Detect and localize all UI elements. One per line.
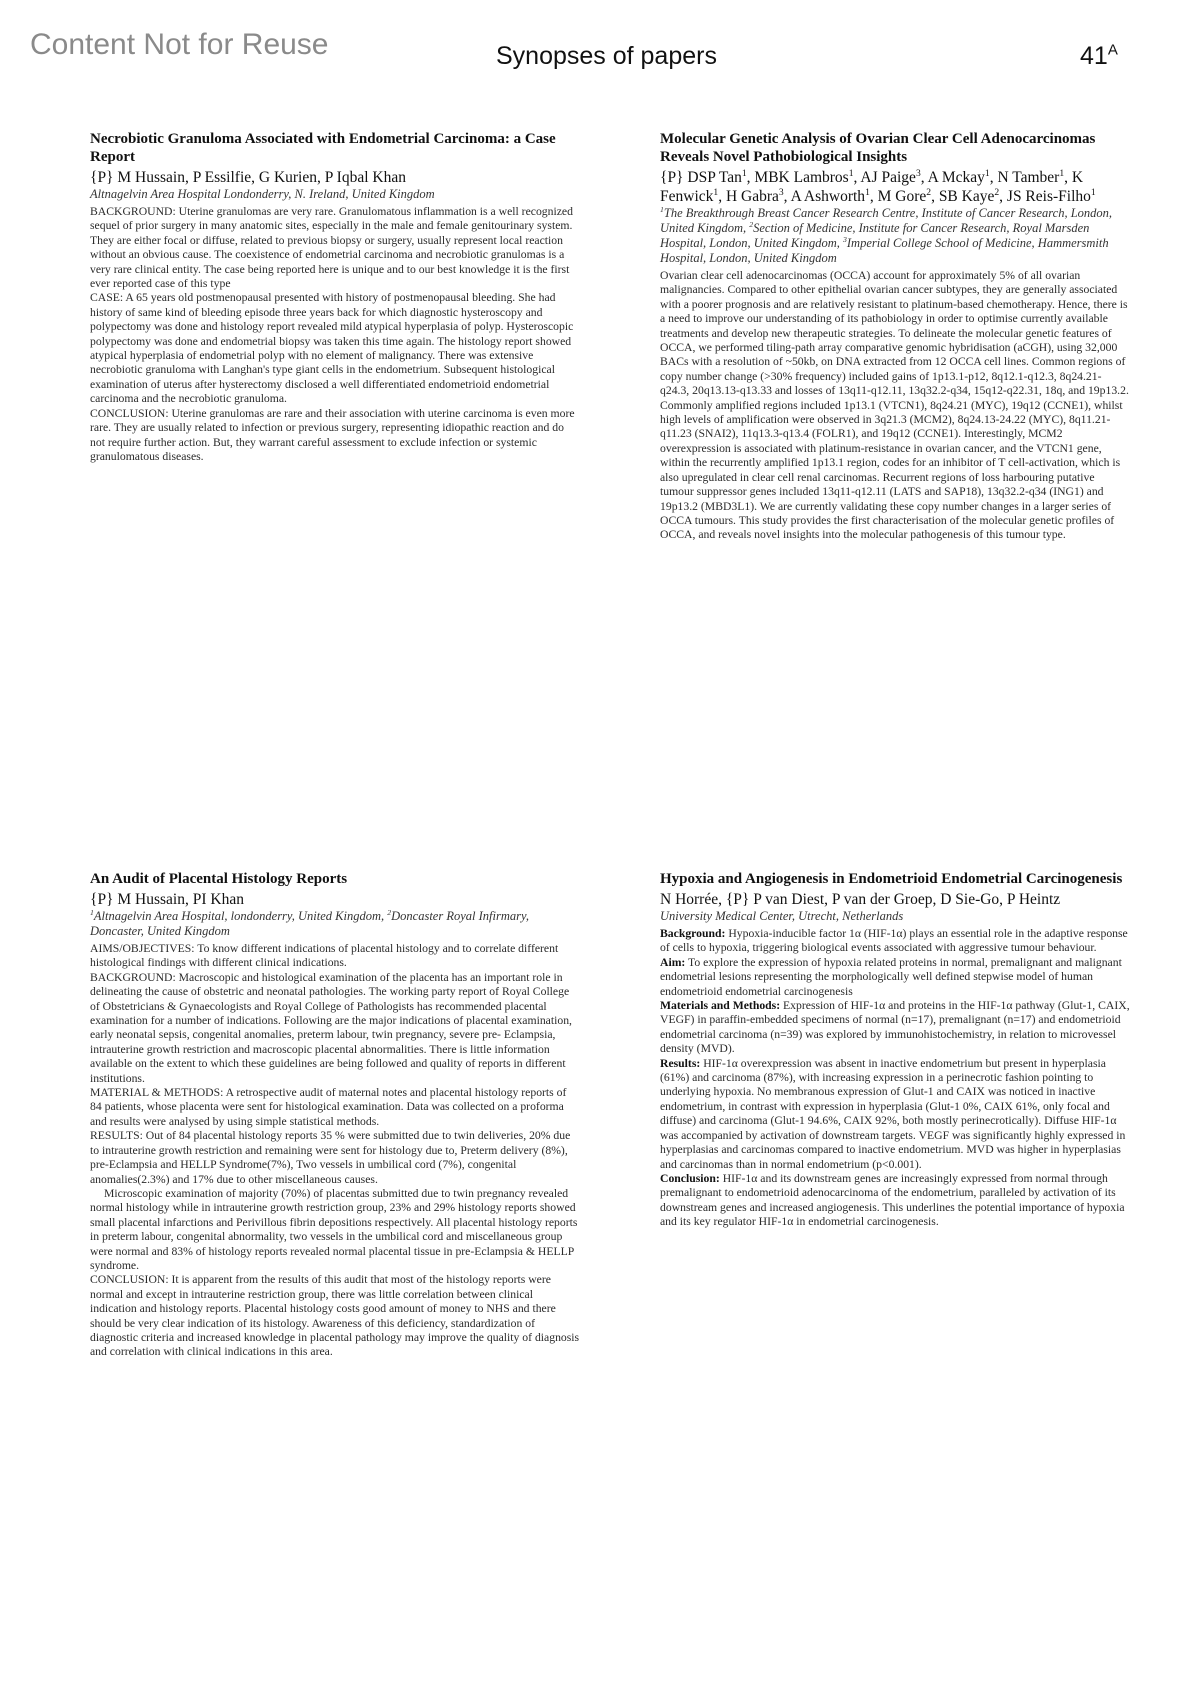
abstract-paragraph: CONCLUSION: It is apparent from the results of this audit that most of the histology reports were normal and except in intrauterine restriction group, there was little correlation between clinical indication and histology reports. Placental histology costs good amount of money to NHS and there should be very clear indication of its histology. Awareness of this deficiency, standardization of diagnostic criteria and increased knowledge in placental pathology may improve the quality of diagnosis and correlation with clinical indications in this area. [90,1273,580,1359]
abstract-title: Necrobiotic Granuloma Associated with Endometrial Carcinoma: a Case Report [90,131,556,165]
superscript-marker: 3 [778,186,784,198]
abstract-title: Molecular Genetic Analysis of Ovarian Clear Cell Adenocarcinomas Reveals Novel Pathobiological Insights [660,131,1096,165]
abstract-authors: N Horrée, {P} P van Diest, P van der Groep, D Sie-Go, P Heintz [660,891,1061,908]
superscript-marker: 1 [1059,167,1065,179]
superscript-marker: 1 [865,186,870,198]
abstract-hypoxia-angiogenesis [660,870,1130,1230]
abstract-paragraph: Ovarian clear cell adenocarcinomas (OCCA) account for approximately 5% of all ovarian malignancies. Compared to other epithelial ovarian cancer subtypes, they are generally associated with a poorer prognosis and are relatively resistant to platinum-based chemotherapy. Hence, there is a need to improve our understanding of its pathobiology in order to optimise currently available treatments and develop new therapeutic strategies. To delineate the molecular genetic features of OCCA, we performed tiling-path array comparative genomic hybridisation (aCGH), using 32,000 BACs with a resolution of ~50kb, on DNA extracted from 12 OCCA cell lines. Common regions of copy number change (>30% frequency) included gains of 1p13.1-p12, 8q12.1-q12.3, 8q24.21-q24.3, 20q13.13-q13.33 and losses of 13q11-q12.11, 13q32.2-q34, 15q12-q22.31, 18q, and 19p13.2. Commonly amplified regions included 1p13.1 (VTCN1), 8q24.21 (MYC), 19q12 (CCNE1), whilst high levels of amplification were observed in 3q21.3 (MCM2), 8q24.13-24.22 (MYC), 8q11.21-q11.23 (SNAI2), 11q13.3-q13.4 (FOLR1), and 19q12 (CCNE1). Interestingly, MCM2 overexpression is associated with platinum-resistance in ovarian cancer, and the VTCN1 gene, within the recurrently amplified 1p13.1 region, codes for an inhibitor of T cell-activation, which is also upregulated in clear cell renal carcinomas. Recurrent regions of loss harbouring putative tumour suppressor genes included 13q11-q12.11 (LATS and SAP18), 13q32.2-q34 (ING1) and 19p13.2 (MBD3L1). We are currently validating these copy number changes in a larger series of OCCA tumours. This study provides the first characterisation of the molecular genetic profiles of OCCA, and reveals novel insights into the molecular pathogenesis of this tumour type. [660,269,1129,542]
abstract-paragraph: RESULTS: Out of 84 placental histology reports 35 % were submitted due to twin deliveries, 20% due to intrauterine growth restriction and remaining were sent for histology due to, Preterm delivery (8%), pre-Eclampsia and HELLP Syndrome(7%), Two vessels in umbilical cord (7%), congenital anomalies(2.3%) and 17% due to other miscellaneous causes. [90,1129,571,1186]
superscript-marker: 1 [848,167,854,179]
abstract-section: Conclusion: HIF-1α and its downstream genes are increasingly expressed from normal through premalignant to endometrioid adenocarcinoma of the endometrium, paralleled by activation of its downstream genes and increased angiogenesis. This underlines the potential importance of hypoxia and its key regulator HIF-1α in endometrial carcinogenesis. [660,1171,1125,1229]
abstract-affiliation: $^1$The Breakthrough Breast Cancer Research Centre, Institute of Cancer Research, London, United Kingdom, $^2$Section of Medicine, Institute for Cancer Research, Royal Marsden Hospital, London, United Kingdom, $^3$Imperial College School of Medicine, Hammersmith Hospital, London, United Kingdom [660,204,1113,265]
superscript-marker: 1 [984,167,990,179]
abstract-necrobiotic-granuloma [90,130,580,464]
page-header [0,0,1200,80]
abstract-ovarian-clear-cell [660,130,1130,543]
abstract-authors: {P} M Hussain, P Essilfie, G Kurien, P Iqbal Khan [90,169,406,186]
superscript-marker: 2 [926,186,932,198]
abstract-body [90,942,580,1360]
page-number: $41^A$ [1080,41,1118,70]
superscript-marker: 3 [915,167,921,179]
abstract-body [90,205,580,464]
abstract-affiliation: $^1$Altnagelvin Area Hospital, londonderry, United Kingdom, $^2$Doncaster Royal Infirmary, Doncaster, United Kingdom [90,907,529,938]
abstract-body [660,269,1130,543]
abstract-authors: {P} M Hussain, PI Khan [90,891,244,908]
abstract-placental-histology-audit [90,870,580,1360]
abstract-paragraph: MATERIAL & METHODS: A retrospective audit of maternal notes and placental histology reports of 84 patients, whose placenta were sent for histological examination. Data was collected on a proforma and results were analysed by using simple statistical methods. [90,1086,567,1128]
superscript-marker: 1 [90,907,94,917]
superscript-marker: 1 [660,204,664,214]
abstract-paragraph: BACKGROUND: Macroscopic and histological examination of the placenta has an important role in delineating the cause of obstetric and neonatal pathologies. The working party report of Royal College of Obstetricians & Gynaecologists and Royal College of Pathologists has recommended placental examination for a number of indications. Following are the major indications of placental examination, early neonatal sepsis, congenital anomalies, preterm labour, twin pregnancy, severe pre- Eclampsia, intrauterine growth restriction and macroscopic placental abnormalities. There is little information available on the extent to which these guidelines are being followed and quality of reports in different institutions. [90,970,572,1085]
superscript-marker: 1 [713,186,719,198]
abstract-section: Background: Hypoxia-inducible factor 1α (HIF-1α) plays an essential role in the adaptive response of cells to hypoxia, triggering biological events associated with aggressive tumour behaviour. [660,927,1128,955]
superscript-marker: 2 [387,907,392,917]
abstract-section: Results: HIF-1α overexpression was absent in inactive endometrium but present in hyperplasia (61%) and carcinoma (87%), with increasing expression in a perinecrotic fashion pointing to underlying hypoxia. No membranous expression of Glut-1 and CAIX was noticed in inactive endometrium, in contrast with expression in hyperplasia (Glut-1 0%, CAIX 61%, only focal and diffuse) and carcinoma (Glut-1 94.6%, CAIX 92%, both mostly perinecrotically). Diffuse HIF-1α was accompanied by activation of downstream targets. VEGF was significantly highly expressed in hyperplasias and carcinomas compared to inactive endometrium. MVD was higher in hyperplasias and carcinomas than in normal endometrium (p<0.001). [660,1056,1126,1171]
abstract-paragraph: CONCLUSION: Uterine granulomas are rare and their association with uterine carcinoma is even more rare. They are usually related to infection or previous surgery, representing idiopathic reaction and do not require further action. But, they warrant careful assessment to exclude infection or systemic granulomatous diseases. [90,406,575,463]
abstract-paragraph: Microscopic examination of majority (70%) of placentas submitted due to twin pregnancy revealed normal histology while in intrauterine growth restriction group, 23% and 29% histology reports showed small placental infarctions and Perivillous fibrin depositions respectively. All placental histology reports in preterm labour, congenital abnormality, two vessels in the umbilical cord and miscellaneous group were normal and 83% of histology reports revealed normal placental tissue in pre-Eclampsia & HELLP syndrome. [90,1186,578,1272]
abstract-affiliation: Altnagelvin Area Hospital Londonderry, N. Ireland, United Kingdom [90,187,435,201]
abstract-authors: {P} DSP Tan$^1$, MBK Lambros$^1$, AJ Paige$^3$, A Mckay$^1$, N Tamber$^1$, K Fenwick$^1$, H Gabra$^3$, A Ashworth$^1$, M Gore$^2$, SB Kaye$^2$, JS Reis-Filho$^1$ [660,167,1096,205]
running-title: Synopses of papers [496,42,717,70]
superscript-marker: 2 [994,186,1000,198]
abstract-paragraph: BACKGROUND: Uterine granulomas are very rare. Granulomatous inflammation is a well recognized sequel of prior surgery in many anatomic sites, especially in the male and female genitourinary system. They are either focal or diffuse, related to previous biopsy or surgery, usually represent local reaction without an obvious cause. The coexistence of endometrial carcinoma and necrobiotic granulomas is a very rare clinical entity. The case being reported here is unique and to our best knowledge it is the first ever reported case of this type [90,205,573,291]
watermark: Content Not for Reuse [30,28,329,61]
abstract-section: Aim: To explore the expression of hypoxia related proteins in normal, premalignant and malignant endometrial lesions representing the morphologically well defined stepwise model of human endometrioid endometrial carcinogenesis [660,955,1122,998]
abstract-affiliation: University Medical Center, Utrecht, Netherlands [660,909,904,923]
superscript-marker: 1 [1090,186,1096,198]
abstract-paragraph: AIMS/OBJECTIVES: To know different indications of placental histology and to correlate different histological findings with different clinical indications. [90,942,559,970]
abstract-section: Materials and Methods: Expression of HIF-1α and proteins in the HIF-1α pathway (Glut-1, CAIX, VEGF) in paraffin-embedded specimens of normal (n=17), premalignant (n=17) and endometrioid endometrial carcinoma (n=39) was explored by immunohistochemistry, in relation to microvessel density (MVD). [660,999,1130,1056]
superscript-marker: 1 [741,167,747,179]
abstract-title: An Audit of Placental Histology Reports [90,871,348,887]
abstract-title: Hypoxia and Angiogenesis in Endometrioid Endometrial Carcinogenesis [660,871,1123,887]
superscript-marker: 2 [749,219,754,229]
abstract-body [660,927,1130,1230]
superscript-marker: 3 [843,234,847,244]
abstract-paragraph: CASE: A 65 years old postmenopausal presented with history of postmenopausal bleeding. She had history of same kind of bleeding episode three years back for which diagnostic hysteroscopy and polypectomy was done and histology report revealed mild atypical hyperplasia of polyp. Hysteroscopic polypectomy was done and endometrial biopsy was taken this time again. The histology report showed atypical hyperplasia of endometrial polyp with no element of malignancy. There was extensive necrobiotic granuloma with Langhan's type giant cells in the endometrium. Subsequent histological examination of uterus after hysterectomy disclosed a well differentiated endometrioid endometrial carcinoma and the necrobiotic granuloma. [90,291,574,406]
